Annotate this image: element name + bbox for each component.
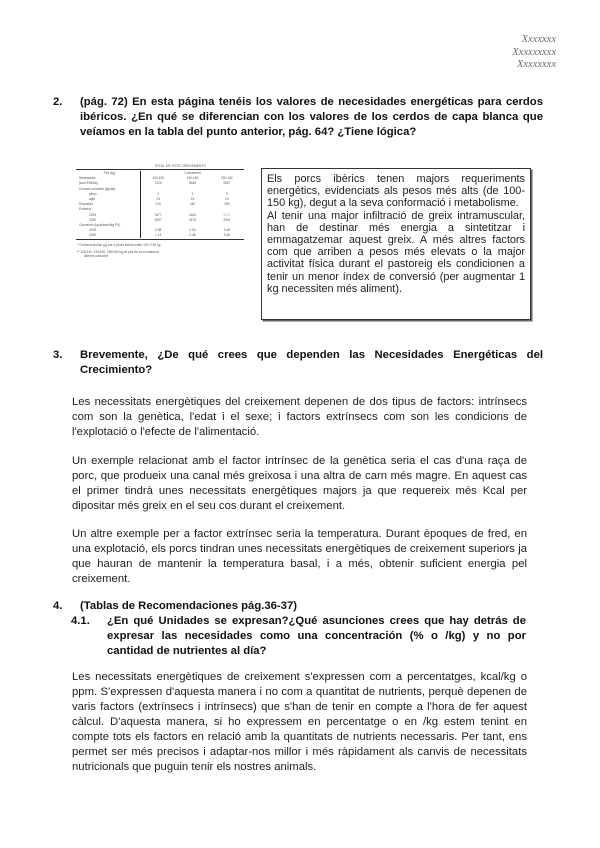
table-cell: 15 — [225, 196, 229, 201]
answer-paragraph: Les necessitats energètiques de creixement s'expressen com a percentatges, kcal/kg o ppm. S'expressen d'aquesta manera i no com a quantitat de nutrients, perquè depenen de varis factors (extrínsecs i intrínsecs) que s'han de tenir en compte a l'hora de fer aquest càlcul. D'aquesta manera, si ho expressem en percentatge o en /kg estem tenint en compte tots els factors en relació amb la quantitats de nutrients necessaris. Per tant, ens permet ser més precisos i adaptar-nos millor i més ràpidament als canvis de necessitats nutricionals que puguin tenir els nostres animals. — [72, 671, 527, 773]
author-name: Xxxxxxx — [521, 34, 556, 45]
table-title: TOTAL EN TOTS CREIXEMENTS — [154, 164, 206, 168]
table-cell: 8446 — [188, 181, 197, 186]
question-text: (Tablas de Recomendaciones pág.36-37) — [80, 600, 298, 612]
question-text: ¿En qué Unidades se expresan?¿Qué asunciones crees que hay detrás de expresar las necesidades como una concentración (% o /kg) y no por cantidad de nutrientes al día? — [107, 615, 526, 657]
table-cell: 2.04 — [189, 228, 196, 233]
table-cell: 2 — [157, 191, 160, 196]
answer-paragraph: Al tenir una major infiltració de greix intramuscular, han de destinar més energia a sintetitzar i emmagatzemar aquest greix. A més altres factors com que arriben a pesos més elevats o la major activitat física durant el pastoreig els condicionen a tenir un menor índex de conversió (per augmentar 1 kg necessiten més aliment). — [267, 209, 525, 295]
table-cell: 0.98 — [155, 228, 162, 233]
question-text: (pág. 72) En esta página tenéis los valores de necesidades energéticas para cerdos ibéricos. ¿En qué se diferencian con los valores de los cerdos de capa blanca que veíamos en la tabla del punto anterior, pág. 64? ¿Tiene lógica? — [80, 96, 543, 138]
table-cell: 240 — [189, 202, 196, 207]
author-name: Xxxxxxxxx — [512, 46, 556, 58]
author-names — [512, 34, 556, 72]
table-cell: 1.13 — [155, 233, 162, 238]
table-cell: 2.45 — [189, 233, 196, 238]
question-4 — [53, 599, 543, 614]
question-text: Brevemente, ¿De qué crees que dependen las Necesidades Energéticas del Crecimiento? — [80, 349, 543, 376]
table-row-label: Proteïna — [79, 207, 92, 212]
table-row-label: pinso — [89, 191, 97, 196]
question-2 — [53, 95, 543, 140]
table-cell: 4178 — [188, 217, 197, 222]
table-cell: 2597 — [154, 217, 162, 222]
answer-paragraph: Els porcs ibèrics tenen majors requeriments energètics, evidenciats als pesos més alts (de 100-150 kg), degut a la seva conformació i metabolisme. — [267, 173, 525, 210]
table-cell: 7413 — [154, 181, 162, 186]
table-values — [141, 171, 244, 238]
table-cell: 255 — [224, 202, 230, 207]
table-cell: 3344 — [223, 217, 231, 222]
table-row-label: Necessitats — [79, 176, 96, 181]
table-cell: 3477 — [154, 212, 162, 217]
question-number: 4. — [53, 600, 63, 612]
table-footnote: aliment consumit — [84, 254, 108, 259]
table-row-label: Deposició — [79, 202, 93, 207]
table-body — [76, 171, 244, 238]
answer-paragraph: Les necessitats energètiques del creixement depenen de dos tipus de factors: intrínsecs com son la genètica, l'edat i el sexe; i factors extrínsecs com son les condicions de l'explotació o l'efecte de l'alimentació. — [72, 396, 527, 438]
table-cell: 4442 — [188, 212, 197, 217]
table-cell: 3147 — [223, 212, 231, 217]
answer-paragraph: Un exemple relacionat amb el factor intrínsec de la genètica seria el cas d'una raça de porc, que produeix una canal més greixosa i una altra de carn més magre. En aquest cas el primer tindrà unes necessitats energètiques majors ja que requereix més Kcal per dipositar més greix en el seu cos durant el creixement. — [72, 455, 527, 512]
table-cell: 2 — [191, 191, 194, 196]
table-footnote: * Creixement diari (g) per a porcs ibèrics entre 100 i 150 kg — [77, 243, 161, 248]
question-3 — [53, 348, 543, 378]
table-column-header: 100-130 — [152, 176, 165, 181]
table-row-label: 2025 — [89, 228, 97, 233]
table-cell: 3.48 — [223, 233, 230, 238]
table-group-label: Creixement — [184, 171, 201, 175]
question-4-1 — [71, 614, 526, 659]
author-name: Xxxxxxxx — [516, 59, 556, 70]
table-label-column — [76, 171, 140, 238]
table-cell: 219 — [155, 202, 161, 207]
table-footnote: ** 100/130, 130/150, 150/160 kg de pes viu en montanera — [77, 250, 159, 255]
table-column-header: 150-160 — [220, 176, 233, 181]
table-cell: 3 — [225, 191, 228, 196]
table-rule — [76, 169, 244, 170]
table-column-header: 130-150 — [186, 176, 199, 181]
table-cell: 3.45 — [223, 228, 230, 233]
table-row-label: aglà — [89, 196, 96, 201]
table-cell: 9067 — [223, 181, 231, 186]
table-cell: 15 — [190, 196, 195, 201]
question-number: 2. — [53, 96, 63, 108]
table-row-label: 2025 — [89, 212, 97, 217]
question-number: 4.1. — [71, 615, 90, 627]
table-header-label: Pes (kg) — [103, 171, 116, 175]
table-cell: 13 — [156, 196, 160, 201]
energy-requirements-table-image — [76, 164, 244, 268]
table-row-label: Consum voluntari (kg/dia) — [79, 186, 116, 191]
answer-box — [261, 168, 531, 320]
question-number: 3. — [53, 349, 63, 361]
table-row-label: 2030 — [89, 217, 97, 222]
table-row-label: Conversió (kg aliment/kg PV) — [79, 222, 121, 227]
table-row-label: (kcal EM/dia) — [79, 181, 98, 186]
table-row-label: 2030 — [89, 233, 97, 238]
answer-paragraph: Un altre exemple per a factor extrínsec seria la temperatura. Durant èpoques de fred, en una explotació, els porcs tindran unes necessitats energètiques de creixement superiors ja que hauran de mantenir la temperatura basal, i a més, obtenir suficient energia pel creixement. — [72, 528, 527, 585]
table-rule — [76, 239, 244, 240]
